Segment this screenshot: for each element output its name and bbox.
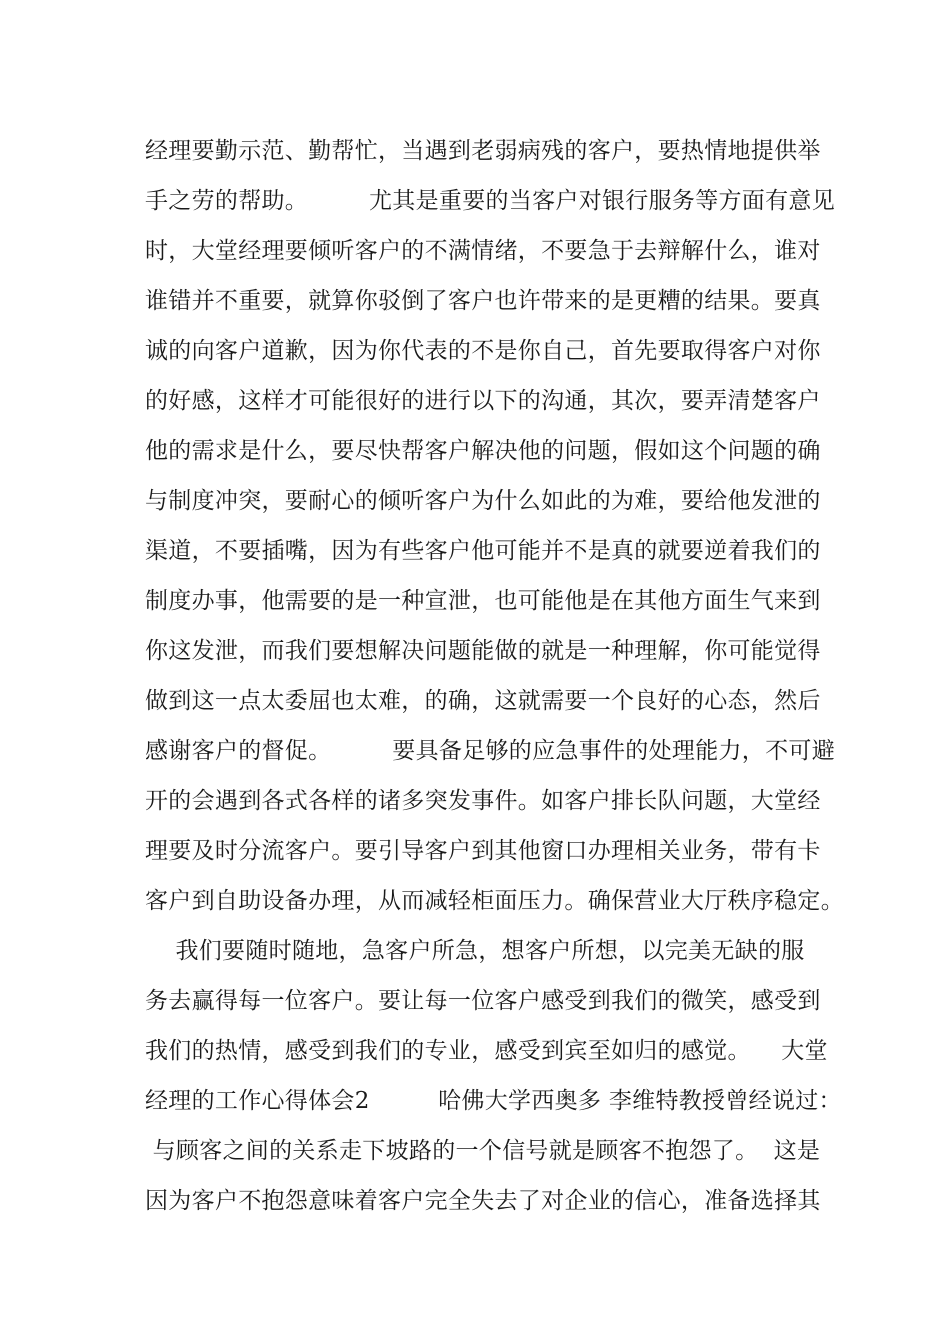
text-line: 感谢客户的督促。 要具备足够的应急事件的处理能力，不可避 bbox=[145, 738, 835, 764]
text-line: 经理要勤示范、勤帮忙，当遇到老弱病残的客户，要热情地提供举 bbox=[145, 138, 821, 164]
text-line: 他的需求是什么，要尽快帮客户解决他的问题，假如这个问题的确 bbox=[145, 438, 821, 464]
text-line: 谁错并不重要，就算你驳倒了客户也许带来的是更糟的结果。要真 bbox=[145, 288, 821, 314]
text-line: 客户到自助设备办理，从而减轻柜面压力。确保营业大厅秩序稳定。 bbox=[145, 888, 844, 914]
text-line: 做到这一点太委屈也太难，的确，这就需要一个良好的心态，然后 bbox=[145, 688, 821, 714]
text-line: 与制度冲突，要耐心的倾听客户为什么如此的为难，要给他发泄的 bbox=[145, 488, 821, 514]
text-line: 你这发泄，而我们要想解决问题能做的就是一种理解，你可能觉得 bbox=[145, 638, 821, 664]
text-line: 的好感，这样才可能很好的进行以下的沟通，其次，要弄清楚客户 bbox=[145, 388, 821, 414]
text-line: 诚的向客户道歉，因为你代表的不是你自己，首先要取得客户对你 bbox=[145, 338, 821, 364]
text-line: 务去赢得每一位客户。要让每一位客户感受到我们的微笑，感受到 bbox=[145, 988, 821, 1014]
text-line: 我们要随时随地，急客户所急，想客户所想，以完美无缺的服 bbox=[145, 938, 805, 964]
text-line: 制度办事，他需要的是一种宣泄，也可能他是在其他方面生气来到 bbox=[145, 588, 821, 614]
text-line: 手之劳的帮助。 尤其是重要的当客户对银行服务等方面有意见 bbox=[145, 188, 835, 214]
text-line: 开的会遇到各式各样的诸多突发事件。如客户排长队问题，大堂经 bbox=[145, 788, 821, 814]
text-line: 我们的热情，感受到我们的专业，感受到宾至如归的感觉。 大堂 bbox=[145, 1038, 828, 1064]
text-line: 与顾客之间的关系走下坡路的一个信号就是顾客不抱怨了。 这是 bbox=[145, 1138, 821, 1164]
text-line: 渠道，不要插嘴，因为有些客户他可能并不是真的就要逆着我们的 bbox=[145, 538, 821, 564]
text-line: 因为客户不抱怨意味着客户完全失去了对企业的信心，准备选择其 bbox=[145, 1188, 821, 1214]
text-line: 经理的工作心得体会2 哈佛大学西奥多 李维特教授曾经说过： bbox=[145, 1088, 842, 1114]
text-line: 时，大堂经理要倾听客户的不满情绪，不要急于去辩解什么，谁对 bbox=[145, 238, 821, 264]
text-line: 理要及时分流客户。要引导客户到其他窗口办理相关业务，带有卡 bbox=[145, 838, 821, 864]
